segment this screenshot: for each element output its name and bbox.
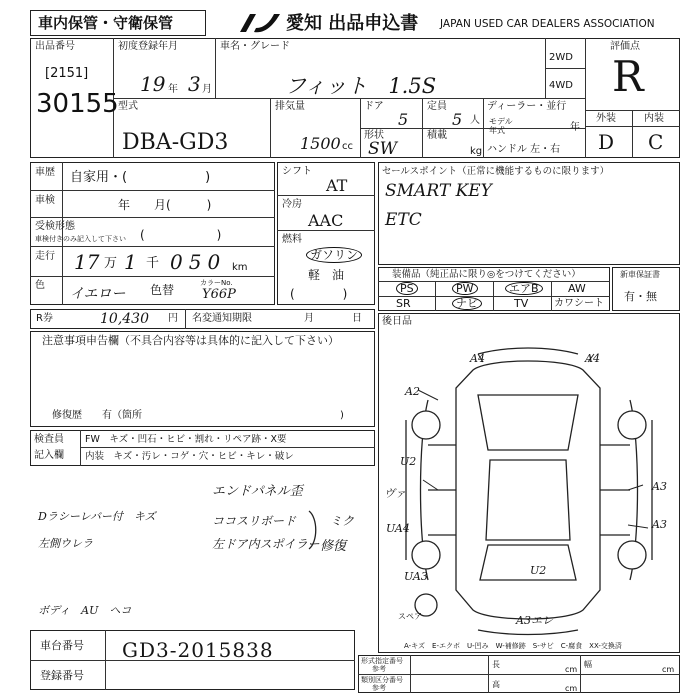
diag-mark-va: ヴァ bbox=[384, 487, 406, 500]
diag-mark-a3-right: A3 bbox=[652, 480, 667, 493]
chassis-value: GD3-2015838 bbox=[122, 638, 274, 662]
history-value: 自家用・( ) bbox=[70, 170, 211, 185]
mileage-man: 万 bbox=[104, 256, 118, 271]
first-reg-month: 3 bbox=[188, 72, 201, 96]
lot-bracket: [2151] bbox=[45, 66, 89, 81]
equip-sr: SR bbox=[396, 297, 411, 310]
width-label: 幅 bbox=[584, 660, 592, 669]
first-reg-month-suffix: 月 bbox=[202, 84, 212, 95]
color-number: Y66P bbox=[202, 287, 236, 302]
equip-ps: PS bbox=[396, 282, 418, 295]
kg-unit: kg bbox=[470, 146, 483, 157]
displacement-value: 1500 bbox=[300, 134, 341, 153]
diag-mark-ua3: UA3 bbox=[404, 570, 428, 583]
drive-2wd: 2WD bbox=[549, 52, 573, 63]
diag-mark-a4-left: A4 bbox=[470, 352, 485, 365]
model-year-label-1: モデル bbox=[489, 117, 513, 126]
cm-unit-1: cm bbox=[565, 665, 578, 674]
capacity-label: 定員 bbox=[427, 101, 447, 112]
equip-tv: TV bbox=[514, 297, 529, 310]
inspector-label: 検査員 bbox=[34, 434, 64, 445]
drive-4wd: 4WD bbox=[549, 80, 573, 91]
chassis-label: 車台番号 bbox=[40, 639, 84, 652]
remarks-title: 後日品 bbox=[382, 316, 412, 327]
association-name: JAPAN USED CAR DEALERS ASSOCIATION bbox=[440, 18, 655, 30]
doors-value: 5 bbox=[398, 110, 409, 129]
class-label: 類別区分番号 bbox=[361, 676, 403, 684]
diag-mark-a4-right: A4 bbox=[585, 352, 600, 365]
bracket-mark-icon bbox=[306, 508, 322, 552]
tax-label: 名変通知期限 bbox=[192, 313, 252, 324]
sales-point-block bbox=[378, 162, 680, 265]
recycle-amount: 10,430 bbox=[100, 311, 149, 327]
entry-label: 記入欄 bbox=[34, 450, 64, 461]
mileage-hand-2: 1 bbox=[124, 250, 137, 274]
length-label: 長 bbox=[492, 660, 500, 669]
acceptance-paren: ( ) bbox=[140, 228, 222, 242]
note-hand-1: エンドパネル歪 bbox=[212, 484, 303, 499]
warranty-label: 新車保証書 bbox=[620, 270, 660, 279]
car-diagram bbox=[378, 340, 680, 640]
yen-unit: 円 bbox=[168, 313, 178, 324]
diag-mark-u2-center: U2 bbox=[530, 564, 547, 577]
interior-grade: C bbox=[648, 130, 664, 154]
height-label: 高 bbox=[492, 680, 500, 689]
repair-label: 修復歴 有（箇所 bbox=[52, 410, 142, 421]
brand-title: 愛知 出品申込書 bbox=[286, 13, 419, 34]
diag-mark-a3-rear: A3エレ bbox=[516, 614, 553, 627]
equip-airbag: エアB bbox=[505, 282, 543, 295]
color-number-label: カラーNo. bbox=[200, 279, 233, 287]
lot-number: 30155 bbox=[36, 89, 119, 119]
fw-line: FW キズ・凹石・ヒビ・割れ・リペア跡・X要 bbox=[85, 434, 287, 445]
color-value: イエロー bbox=[70, 286, 126, 302]
note-hand-8: ボディ AU ヘコ bbox=[38, 604, 132, 617]
km-unit: km bbox=[232, 262, 248, 273]
registration-label: 登録番号 bbox=[40, 669, 84, 682]
body-value: SW bbox=[368, 139, 398, 159]
capacity-unit: 人 bbox=[470, 115, 480, 126]
warranty-value: 有・無 bbox=[624, 290, 657, 303]
exterior-grade: D bbox=[598, 130, 615, 154]
diag-mark-a2: A2 bbox=[405, 385, 420, 398]
model-year-unit: 年 bbox=[570, 122, 580, 133]
repair-close: ) bbox=[340, 410, 344, 421]
diagram-legend: A-キズ E-エクボ U-凹み W-補修跡 S-サビ C-腐食 XX-交換済 bbox=[404, 642, 622, 650]
equip-pw: PW bbox=[452, 282, 478, 295]
note-hand-5: 左側ウレラ bbox=[38, 537, 93, 550]
name-grade: フィット 1.5S bbox=[285, 74, 437, 98]
form-label: 形式指定番号 bbox=[361, 657, 403, 665]
name-grade-label: 車名・グレード bbox=[220, 41, 290, 52]
displacement-label: 排気量 bbox=[275, 101, 305, 112]
recycle-ticket-label: R券 bbox=[36, 313, 53, 324]
inspection-label: 車検 bbox=[35, 195, 55, 206]
handle-label: ハンドル 左・右 bbox=[487, 144, 561, 155]
history-label: 車歴 bbox=[35, 167, 55, 178]
cooling-label: 冷房 bbox=[282, 199, 302, 210]
diag-mark-ua4: UA4 bbox=[386, 522, 410, 535]
exterior-label: 外装 bbox=[596, 113, 616, 124]
storage-label: 車内保管・守衛保管 bbox=[38, 14, 174, 32]
sales-point-1: SMART KEY bbox=[385, 181, 492, 201]
note-hand-4: ミク bbox=[330, 514, 355, 528]
equipment-label: 装備品（純正品に限り◎をつけてください） bbox=[392, 269, 581, 280]
equip-aw: AW bbox=[568, 282, 586, 295]
fuel-diesel: 軽 油 bbox=[308, 268, 345, 282]
cm-unit-3: cm bbox=[565, 684, 578, 693]
first-reg-year: 19 bbox=[140, 72, 166, 96]
mileage-hand-1: 17 bbox=[74, 250, 100, 274]
mileage-sen: 千 bbox=[146, 256, 160, 271]
note-hand-7: 修復 bbox=[320, 539, 347, 554]
model-value: DBA-GD3 bbox=[122, 130, 229, 155]
tax-day: 日 bbox=[352, 313, 362, 324]
equip-kawaseat: カワシート bbox=[554, 298, 604, 309]
brand-logo-icon bbox=[236, 10, 284, 38]
diag-spare-label: スペア bbox=[398, 612, 422, 621]
cc-unit: cc bbox=[342, 141, 353, 152]
interior-label: 内装 bbox=[644, 113, 664, 124]
lot-label: 出品番号 bbox=[35, 41, 75, 52]
acceptance-sub: 車検付きのみ記入して下さい bbox=[35, 235, 126, 243]
color-change-label: 色替 bbox=[150, 283, 175, 297]
interior-line: 内装 キズ・汚レ・コゲ・穴・ヒビ・キレ・破レ bbox=[85, 451, 294, 462]
mileage-label: 走行 bbox=[35, 251, 55, 262]
form-ref: 参考 bbox=[372, 665, 386, 673]
body-label: 形状 bbox=[364, 130, 384, 141]
capacity-value: 5 bbox=[452, 110, 463, 129]
shift-value: AT bbox=[326, 176, 348, 195]
shift-label: シフト bbox=[282, 166, 312, 177]
note-hand-6: 左ドア内スポイラー bbox=[212, 537, 320, 551]
tax-month: 月 bbox=[304, 313, 314, 324]
notes-label: 注意事項申告欄（不具合内容等は具体的に記入して下さい） bbox=[42, 334, 339, 347]
model-year-label-2: 年式 bbox=[489, 126, 505, 135]
first-reg-label: 初度登録年月 bbox=[118, 41, 178, 52]
fuel-gasoline: ガソリン bbox=[306, 247, 362, 263]
load-label: 積載 bbox=[427, 130, 447, 141]
acceptance-label: 受検形態 bbox=[35, 221, 75, 232]
inspection-value: 年 月( ) bbox=[118, 198, 212, 212]
note-hand-2: Dラシーレバー付 キズ bbox=[38, 510, 156, 523]
score-value: R bbox=[612, 52, 644, 101]
model-label: 型式 bbox=[118, 101, 138, 112]
note-hand-3: ココスリボード bbox=[212, 514, 297, 528]
fuel-paren: ( ) bbox=[290, 287, 348, 301]
first-reg-year-suffix: 年 bbox=[168, 84, 178, 95]
dealer-label: ディーラー・並行 bbox=[487, 101, 567, 112]
score-label: 評価点 bbox=[610, 41, 640, 52]
equip-navi: ナビ bbox=[452, 297, 482, 310]
fuel-label: 燃料 bbox=[282, 234, 302, 245]
diag-mark-u2-left: U2 bbox=[400, 455, 417, 468]
cooling-value: AAC bbox=[308, 211, 344, 230]
doors-label: ドア bbox=[364, 101, 384, 112]
color-label: 色 bbox=[35, 280, 45, 291]
cm-unit-2: cm bbox=[662, 665, 675, 674]
mileage-hand-3: 050 bbox=[170, 250, 227, 274]
diag-mark-a3-door: A3 bbox=[652, 518, 667, 531]
class-ref: 参考 bbox=[372, 684, 386, 692]
sales-point-label: セールスポイント（正常に機能するものに限ります） bbox=[382, 166, 610, 177]
sales-point-2: ETC bbox=[385, 210, 422, 230]
